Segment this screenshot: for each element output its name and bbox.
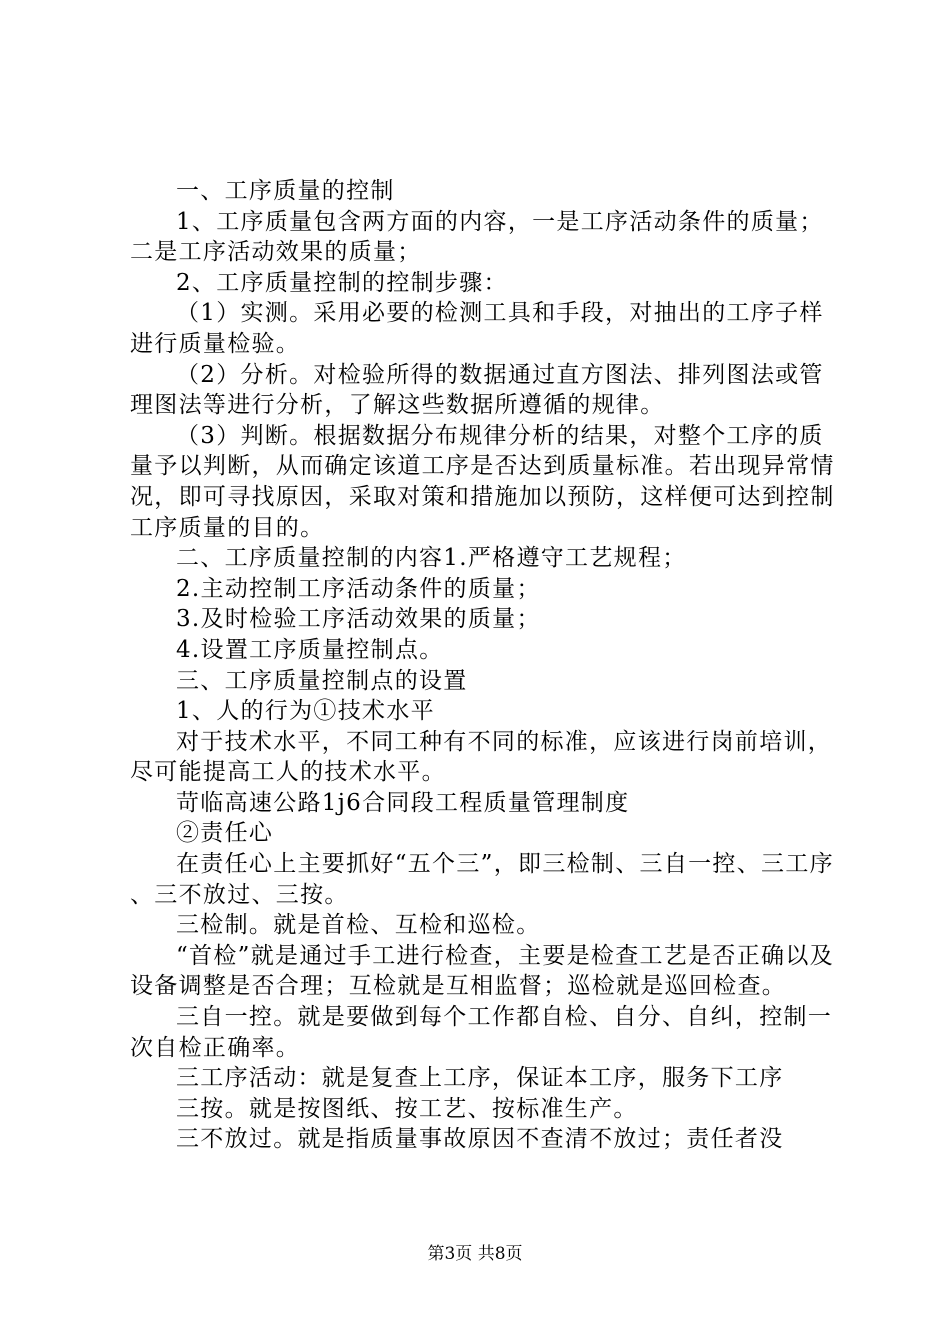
paragraph: 三按。就是按图纸、按工艺、按标准生产。: [176, 1095, 638, 1122]
paragraph: 对于技术水平，不同工种有不同的标准，应该进行岗前培训，尽可能提高工人的技术水平。: [130, 728, 833, 786]
paragraph: 三工序活动：就是复查上工序，保证本工序，服务下工序: [176, 1065, 784, 1092]
paragraph: ②责任心: [176, 820, 274, 847]
paragraph: （2）分析。对检验所得的数据通过直方图法、排列图法或管理图法等进行分析，了解这些数据所遵循的规律。: [130, 361, 824, 419]
paragraph: 1、人的行为①技术水平: [176, 698, 435, 725]
section-heading-3: 三、工序质量控制点的设置: [176, 667, 468, 694]
paragraph: （1）实测。采用必要的检测工具和手段，对抽出的工序子样进行质量检验。: [130, 300, 824, 357]
document-title-line: 苛临高速公路1j6合同段工程质量管理制度: [176, 789, 630, 816]
paragraph: 三不放过。就是指质量事故原因不查清不放过；责任者没: [176, 1126, 784, 1153]
section-heading-2: 二、工序质量控制的内容1.严格遵守工艺规程；: [176, 545, 687, 572]
section-heading-1: 一、工序质量的控制: [176, 178, 395, 204]
paragraph: 4.设置工序质量控制点。: [176, 636, 444, 663]
paragraph: 三检制。就是首检、互检和巡检。: [176, 912, 541, 939]
paragraph: 2、工序质量控制的控制步骤：: [176, 269, 508, 296]
document-body: [130, 176, 840, 1155]
page-number-footer: 第3页 共8页: [427, 1244, 523, 1264]
paragraph: 2.主动控制工序活动条件的质量；: [176, 575, 541, 602]
paragraph: （3）判断。根据数据分布规律分析的结果，对整个工序的质量予以判断，从而确定该道工序是否达到质量标准。若出现异常情况，即可寻找原因，采取对策和措施加以预防，这样便可达到控制工序质量的目的。: [130, 422, 835, 541]
paragraph: 在责任心上主要抓好“五个三”，即三检制、三自一控、三工序、三不放过、三按。: [130, 851, 834, 908]
paragraph: 三自一控。就是要做到每个工作都自检、自分、自纠，控制一次自检正确率。: [130, 1004, 833, 1061]
paragraph: “首检”就是通过手工进行检查，主要是检查工艺是否正确以及设备调整是否合理；互检就是互相监督；巡检就是巡回检查。: [130, 942, 834, 1000]
paragraph: 3.及时检验工序活动效果的质量；: [176, 606, 541, 633]
paragraph: 1、工序质量包含两方面的内容，一是工序活动条件的质量；二是工序活动效果的质量；: [130, 208, 824, 266]
